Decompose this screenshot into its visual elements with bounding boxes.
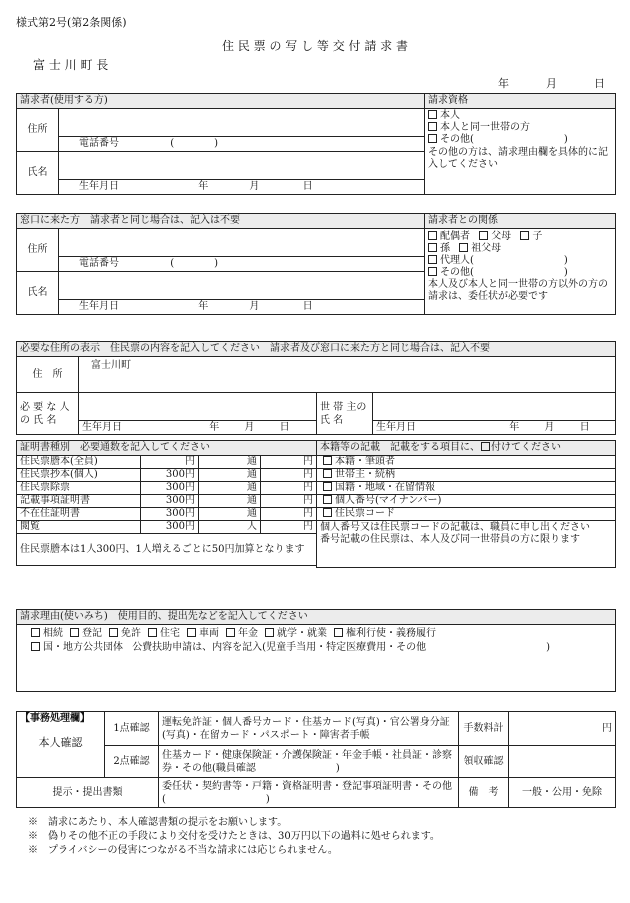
checkbox-icon[interactable]	[31, 642, 40, 651]
certificate-price: 300円	[141, 495, 199, 508]
certificate-row	[17, 508, 317, 521]
rel-other-label: その他( )	[440, 267, 568, 278]
domicile-option-label: 国籍・地域・在留情報	[335, 482, 435, 493]
rel-grandparent-label: 祖父母	[471, 243, 502, 254]
household-head-label: 世 帯 主の 氏 名	[317, 393, 373, 435]
domicile-row	[317, 456, 616, 469]
certificate-total-field[interactable]: 円	[261, 469, 317, 482]
checkbox-icon[interactable]	[187, 628, 196, 637]
reason-option-label: 車両	[199, 628, 219, 639]
receipt-field[interactable]	[509, 746, 616, 778]
checkbox-icon[interactable]	[428, 110, 437, 119]
addressee: 富 士 川 町 長	[33, 58, 109, 72]
qual-other-label: その他( )	[440, 134, 568, 145]
reason-option[interactable]	[109, 628, 141, 639]
checkbox-icon[interactable]	[31, 628, 40, 637]
reason-body	[17, 625, 616, 692]
counter-title: 窓口に来た方 請求者と同じ場合は、記入は不要	[17, 214, 425, 229]
checkbox-icon[interactable]	[226, 628, 235, 637]
reason-option[interactable]	[31, 628, 63, 639]
checkbox-icon[interactable]	[428, 134, 437, 143]
birth-month-label: 月	[544, 421, 555, 433]
birth-month-label: 月	[249, 181, 260, 192]
birth-label: 生年月日	[376, 421, 416, 433]
certificate-price: 300円	[141, 482, 199, 495]
date-month-label: 月	[546, 77, 557, 90]
certificate-total-field[interactable]: 円	[261, 521, 317, 534]
certificate-count-field[interactable]: 通	[199, 469, 261, 482]
applicant-phone-format: ( )	[170, 138, 218, 149]
birth-year-label: 年	[198, 301, 209, 312]
domicile-option[interactable]	[317, 482, 616, 495]
rel-grandchild-label: 孫	[440, 243, 450, 254]
checkbox-icon[interactable]	[459, 243, 468, 252]
checkbox-icon[interactable]	[323, 495, 332, 504]
checkbox-icon[interactable]	[323, 482, 332, 491]
birth-day-label: 日	[302, 181, 313, 192]
relationship-title: 請求者との関係	[425, 214, 616, 229]
applicant-phone-row[interactable]	[59, 137, 425, 152]
domicile-row	[317, 469, 616, 482]
certificate-row	[17, 469, 317, 482]
counter-address-field[interactable]	[59, 229, 425, 257]
rel-other-option[interactable]	[428, 267, 612, 279]
certificate-count-field[interactable]: 通	[199, 508, 261, 521]
required-title: 必要な住所の表示 住民票の内容を記入してください 請求者及び窓口に来た方と同じ場合は、記入不要	[17, 342, 616, 357]
certificate-row	[17, 521, 317, 534]
reason-option-label: 就学・就業	[277, 628, 327, 639]
birth-month-label: 月	[244, 421, 255, 433]
footnote: ※ 偽りその他不正の手段により交付を受けたときは、30万円以下の過料に処せられます。	[28, 831, 440, 842]
id-check-label: 本人確認	[38, 736, 83, 749]
household-head-birth-row[interactable]	[373, 421, 616, 435]
domicile-table	[316, 440, 616, 568]
applicant-name-label: 氏名	[17, 152, 59, 195]
reason-option[interactable]	[70, 628, 102, 639]
qual-other-option[interactable]	[428, 134, 612, 146]
fee-field[interactable]	[509, 712, 616, 746]
reason-options-line	[31, 627, 612, 641]
domicile-option-label: 世帯主・続柄	[335, 469, 395, 480]
certificate-note: 住民票謄本は1人300円、1人増えるごとに50円加算となります	[17, 534, 317, 566]
applicant-address-field[interactable]	[59, 109, 425, 137]
checkbox-icon[interactable]	[323, 469, 332, 478]
birth-day-label: 日	[302, 301, 313, 312]
certificate-name: 住民票謄本(全員)	[17, 456, 141, 469]
rel-grandchild-option[interactable]	[428, 243, 450, 254]
domicile-note-2: 番号記載の住民票は、本人及び同一世帯員の方に限ります	[320, 533, 580, 545]
certificate-total-field[interactable]: 円	[261, 508, 317, 521]
footnote: ※ 請求にあたり、本人確認書類の提示をお願いします。	[28, 817, 288, 828]
required-person-label: 必 要 な 人の 氏 名	[17, 393, 79, 435]
reason-option[interactable]	[187, 628, 219, 639]
reason-section	[16, 609, 616, 692]
domicile-title	[317, 441, 616, 456]
counter-birth-label: 生年月日	[79, 301, 119, 312]
applicant-name-field[interactable]	[59, 152, 425, 180]
applicant-birth-label: 生年月日	[79, 181, 119, 192]
birth-year-label: 年	[509, 421, 520, 433]
reason-option-label: 相続	[43, 628, 63, 639]
applicant-address-label: 住所	[17, 109, 59, 152]
certificate-count-field[interactable]: 通	[199, 495, 261, 508]
date-day-label: 日	[594, 77, 605, 90]
domicile-row	[317, 495, 616, 508]
reason-line-2	[31, 641, 612, 655]
birth-month-label: 月	[249, 301, 260, 312]
certificate-price: 300円	[141, 469, 199, 482]
certificate-row	[17, 495, 317, 508]
qualification-box	[425, 109, 616, 195]
reason-option-label: 免許	[121, 628, 141, 639]
domicile-row	[317, 508, 616, 521]
submission-label: 提示・提出書類	[17, 778, 159, 808]
checkbox-icon[interactable]	[520, 231, 529, 240]
certificate-price: 300円	[141, 508, 199, 521]
certificate-price: 円	[141, 456, 199, 469]
category-options[interactable]: 一般・公用・免除	[509, 778, 616, 808]
counter-birth-row[interactable]	[59, 300, 425, 315]
rel-agent-label: 代理人( )	[440, 255, 568, 266]
domicile-option[interactable]	[317, 508, 616, 521]
certificate-title: 証明書種別 必要通数を記入してください	[17, 441, 317, 456]
household-head-field[interactable]	[373, 393, 616, 421]
reason-option[interactable]	[148, 628, 180, 639]
qual-household-option[interactable]	[428, 122, 612, 134]
checkbox-icon[interactable]	[265, 628, 274, 637]
checkbox-icon[interactable]	[428, 231, 437, 240]
rel-parent-option[interactable]	[479, 231, 511, 242]
fee-unit: 円	[602, 722, 613, 734]
counter-phone-format: ( )	[170, 258, 218, 269]
counter-name-label: 氏名	[17, 272, 59, 315]
reason-option-label: 年金	[238, 628, 258, 639]
domicile-option-label: 本籍・筆頭者	[335, 456, 395, 467]
required-person-field[interactable]	[79, 393, 317, 421]
domicile-notes	[317, 521, 616, 568]
reason-option-label: 住宅	[160, 628, 180, 639]
required-address-label: 住 所	[17, 357, 79, 393]
counter-address-label: 住所	[17, 229, 59, 272]
checkbox-icon[interactable]	[323, 508, 332, 517]
fee-label: 手数料計	[459, 712, 509, 746]
checkbox-icon[interactable]	[334, 628, 343, 637]
reason-title: 請求理由(使いみち) 使用目的、提出先などを記入してください	[17, 610, 616, 625]
point1-label: 1点確認	[105, 712, 159, 746]
rel-spouse-option[interactable]	[428, 231, 470, 242]
footnotes	[28, 816, 440, 858]
reason-option[interactable]	[265, 628, 327, 639]
rel-child-option[interactable]	[520, 231, 542, 242]
qual-self-label: 本人	[440, 110, 460, 121]
counter-name-field[interactable]	[59, 272, 425, 300]
checkbox-icon[interactable]	[428, 255, 437, 264]
birth-year-label: 年	[209, 421, 220, 433]
certificate-name: 住民票除票	[17, 482, 141, 495]
rel-agent-option[interactable]	[428, 255, 612, 267]
required-person-birth-row[interactable]	[79, 421, 317, 435]
rel-spouse-label: 配偶者	[440, 231, 470, 242]
certificate-total-field[interactable]: 円	[261, 495, 317, 508]
relationship-note: 本人及び本人と同一世帯の方以外の方の請求は、委任状が必要です	[428, 279, 608, 302]
domicile-option-label: 住民票コード	[335, 508, 395, 519]
qualification-title: 請求資格	[425, 94, 616, 109]
checkbox-icon[interactable]	[428, 243, 437, 252]
certificate-row	[17, 456, 317, 469]
qual-household-label: 本人と同一世帯の方	[440, 122, 530, 133]
footnote: ※ プライバシーの侵害につながる不当な請求には応じられません。	[28, 845, 338, 856]
office-section	[16, 711, 616, 808]
relationship-box	[425, 229, 616, 315]
domicile-row	[317, 482, 616, 495]
reason-option-label: 権利行使・義務履行	[346, 628, 436, 639]
applicant-birth-row[interactable]	[59, 180, 425, 195]
counter-phone-row[interactable]	[59, 257, 425, 272]
domicile-option[interactable]	[317, 469, 616, 482]
reason-option[interactable]	[226, 628, 258, 639]
domicile-option[interactable]	[317, 456, 616, 469]
domicile-option-label: 個人番号(マイナンバー)	[335, 495, 442, 506]
certificate-name: 住民票抄本(個人)	[17, 469, 141, 482]
checkbox-icon[interactable]	[148, 628, 157, 637]
checkbox-icon[interactable]	[70, 628, 79, 637]
submission-docs: 委任状・契約書等・戸籍・資格証明書・登記事項証明書・その他( )	[159, 778, 459, 808]
counter-phone-label: 電話番号	[79, 258, 119, 269]
applicant-title: 請求者(使用する方)	[17, 94, 425, 109]
domicile-note-1: 個人番号又は住民票コードの記載は、職員に申し出ください	[320, 522, 590, 533]
checkbox-icon[interactable]	[428, 267, 437, 276]
rel-grandparent-option[interactable]	[459, 243, 501, 254]
counter-section	[16, 213, 616, 315]
certificate-name: 不在住証明書	[17, 508, 141, 521]
certificate-name: 閲覧	[17, 521, 141, 534]
reason-option-label: 登記	[82, 628, 102, 639]
domicile-title-text: 本籍等の記載 記載をする項目に、	[320, 442, 480, 453]
required-address-value: 富士川町	[91, 360, 131, 371]
checkbox-icon[interactable]	[479, 231, 488, 240]
point2-docs: 住基カード・健康保険証・介護保険証・年金手帳・社員証・診察券・その他(職員確認 )	[159, 746, 459, 778]
certificate-total-field[interactable]: 円	[261, 482, 317, 495]
checkbox-icon	[481, 442, 490, 451]
rel-child-label: 子	[532, 231, 543, 242]
form-number: 様式第2号(第2条関係)	[16, 16, 127, 29]
reason-government-label: 国・地方公共団体	[43, 642, 123, 653]
domicile-option[interactable]	[317, 495, 616, 508]
remarks-label: 備 考	[459, 778, 509, 808]
certificate-count-field[interactable]: 人	[199, 521, 261, 534]
certificate-total-field[interactable]: 円	[261, 456, 317, 469]
certificate-name: 記載事項証明書	[17, 495, 141, 508]
receipt-label: 領収確認	[459, 746, 509, 778]
office-section-label: 【事務処理欄】	[20, 713, 90, 724]
checkbox-icon[interactable]	[109, 628, 118, 637]
birth-day-label: 日	[279, 421, 290, 433]
rel-parent-label: 父母	[491, 231, 512, 242]
birth-day-label: 日	[579, 421, 590, 433]
reason-option[interactable]	[334, 628, 436, 639]
applicant-phone-label: 電話番号	[79, 138, 119, 149]
birth-label: 生年月日	[82, 421, 122, 433]
qual-self-option[interactable]	[428, 110, 612, 122]
reason-public-aid-text: 公費扶助申請は、内容を記入(児童手当用・特定医療費用・その他 )	[132, 642, 550, 653]
domicile-title-text-2: 付けてください	[491, 442, 561, 453]
certificate-count-field[interactable]: 通	[199, 456, 261, 469]
page-title: 住 民 票 の 写 し 等 交 付 請 求 書	[222, 39, 408, 53]
birth-year-label: 年	[198, 181, 209, 192]
reason-government-option[interactable]	[31, 642, 123, 653]
required-section	[16, 341, 616, 435]
office-id-cell	[17, 712, 105, 778]
certificate-row	[17, 482, 317, 495]
qual-note: その他の方は、請求理由欄を具体的に記入してください	[428, 147, 608, 170]
checkbox-icon[interactable]	[323, 456, 332, 465]
checkbox-icon[interactable]	[428, 122, 437, 131]
certificate-price: 300円	[141, 521, 199, 534]
certificate-count-field[interactable]: 通	[199, 482, 261, 495]
point1-docs: 運転免許証・個人番号カード・住基カード(写真)・官公署身分証(写真)・在留カード・パスポート・障害者手帳	[159, 712, 459, 746]
applicant-section	[16, 93, 616, 195]
required-address-field[interactable]	[79, 357, 616, 393]
point2-label: 2点確認	[105, 746, 159, 778]
date-year-label: 年	[498, 77, 509, 90]
certificate-table	[16, 440, 317, 566]
